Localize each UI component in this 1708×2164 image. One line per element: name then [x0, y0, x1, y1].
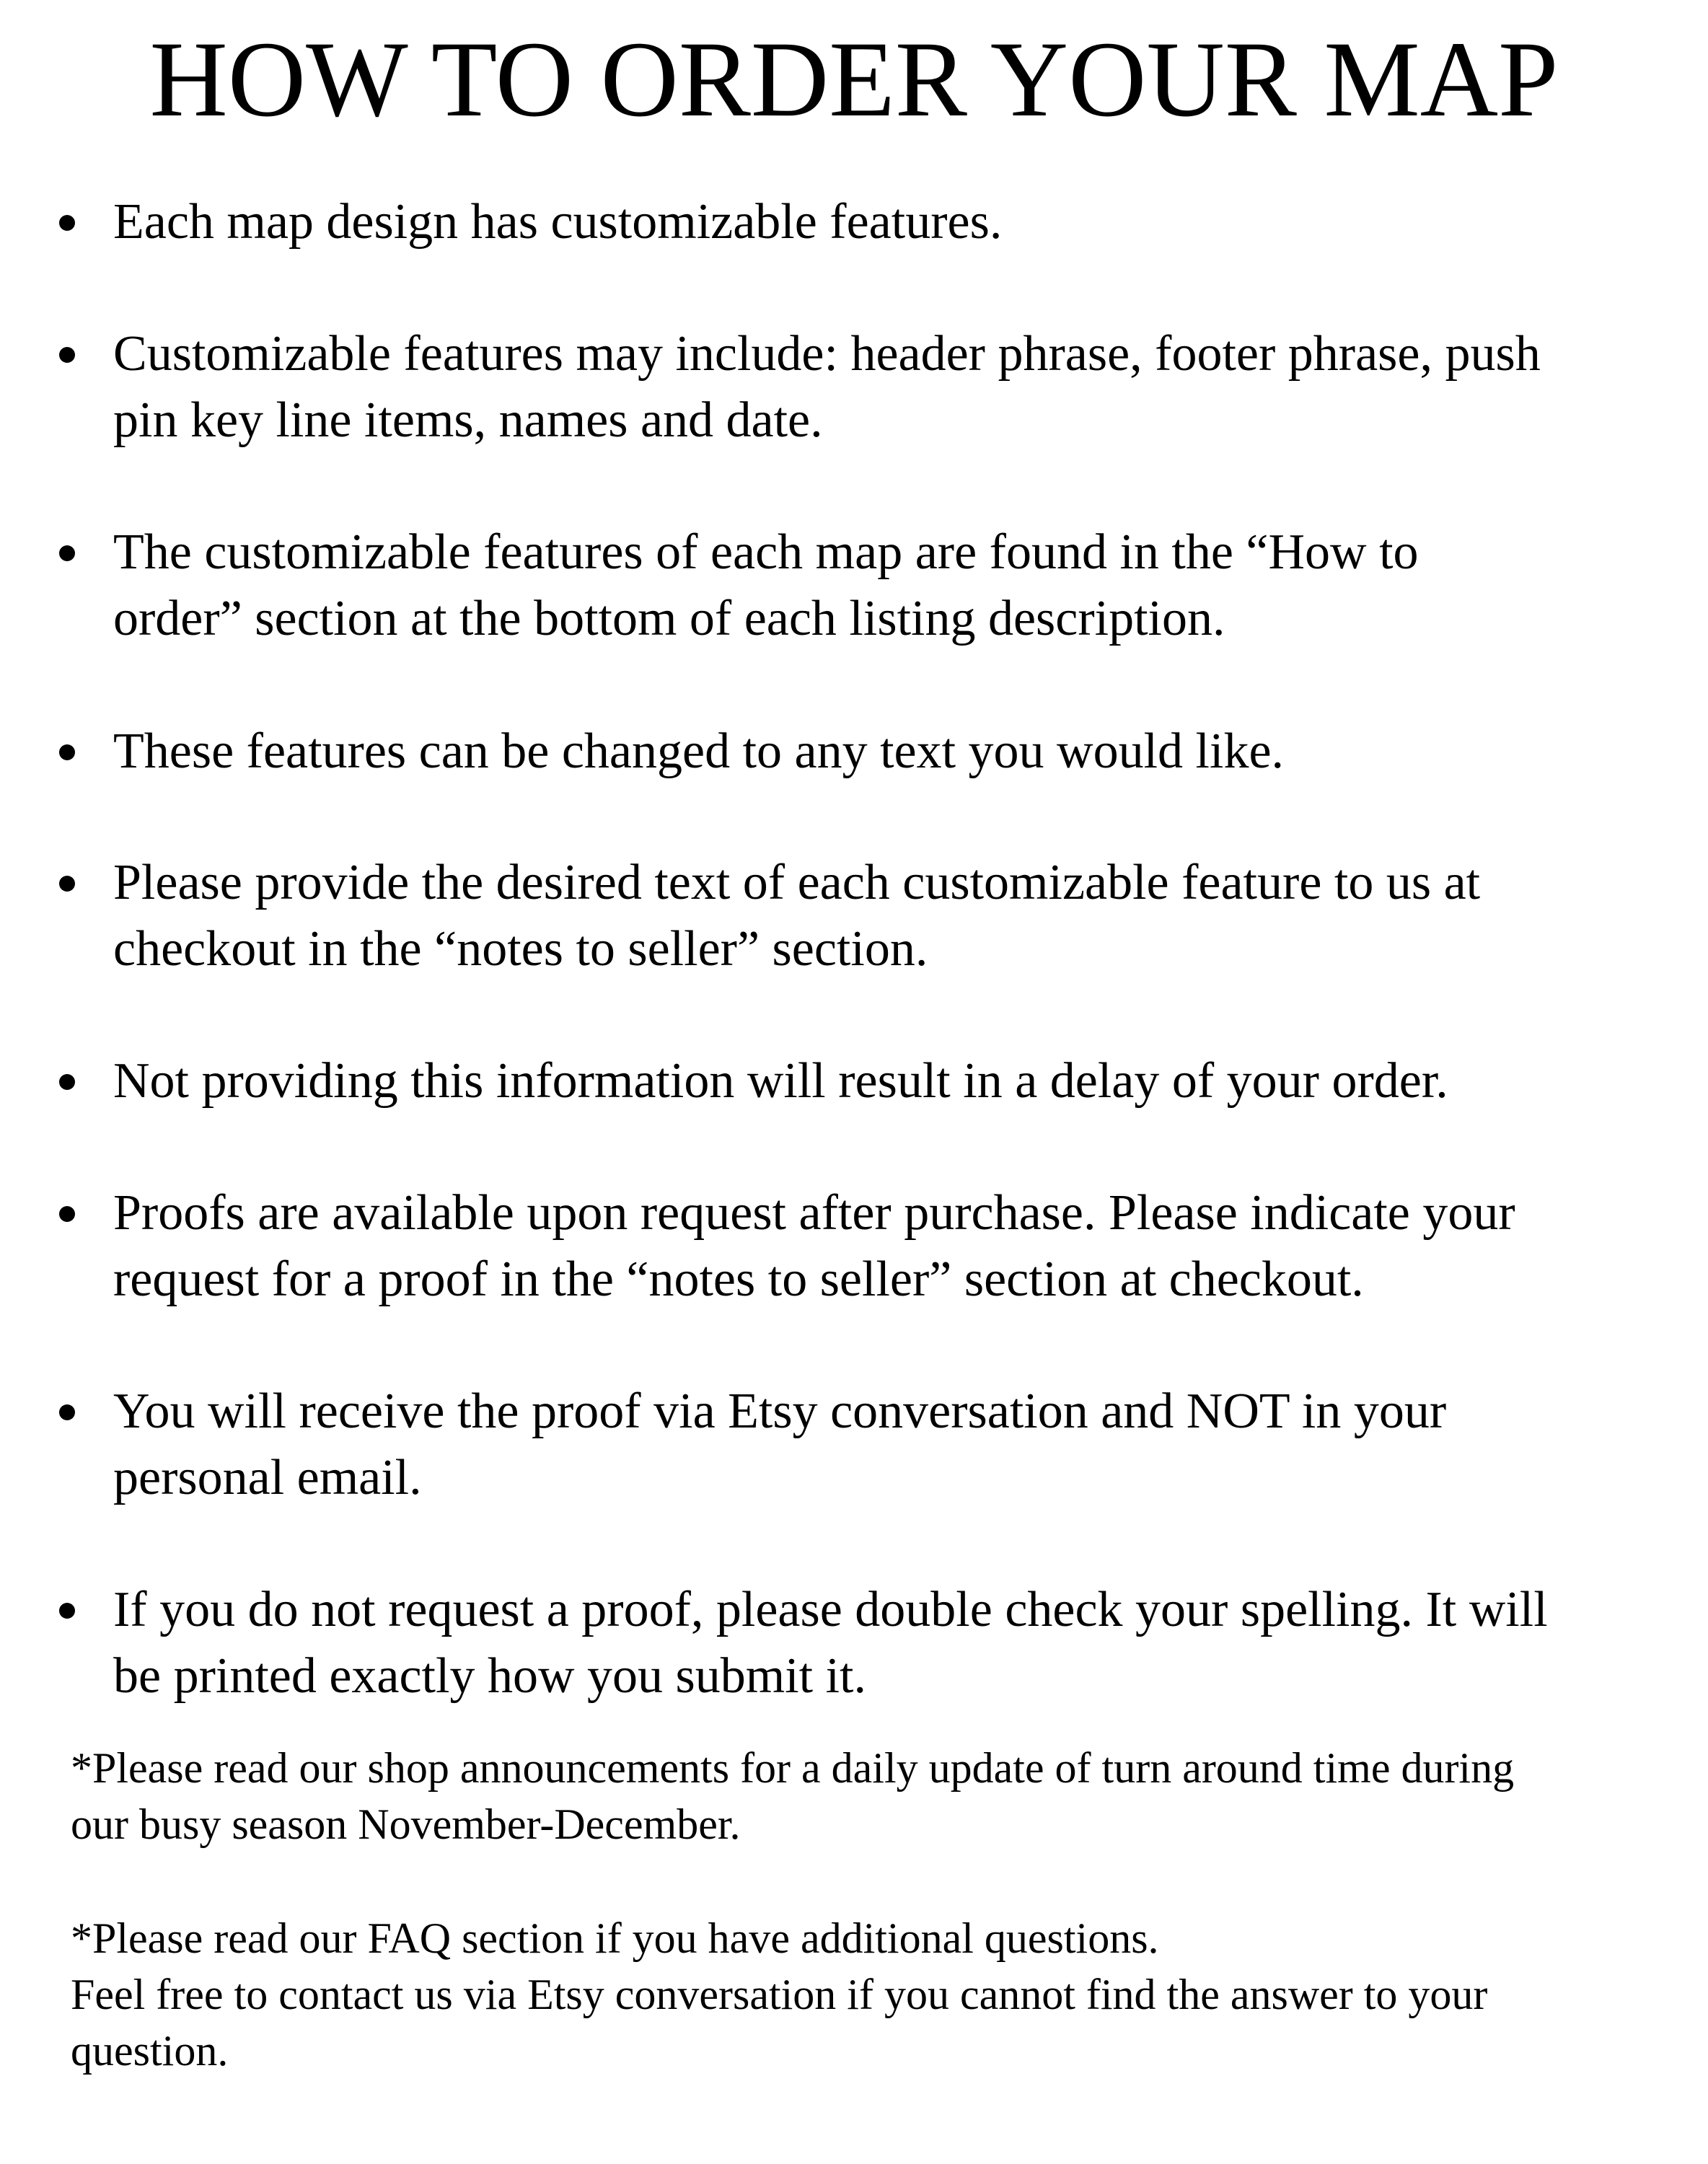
instruction-text — [113, 850, 1700, 982]
note-line: *Please read our FAQ section if you have additional questions. — [71, 1914, 1159, 1962]
note-line: *Please read our shop announcements for a daily update of turn around time during — [71, 1744, 1515, 1792]
bullet-dot — [59, 744, 75, 760]
instruction-line: order” section at the bottom of each listing description. — [113, 591, 1225, 646]
faq-note — [71, 1910, 1701, 2079]
instruction-line: Customizable features may include: header phrase, footer phrase, push — [113, 326, 1541, 382]
instruction-line: pin key line items, names and date. — [113, 392, 823, 448]
instruction-text — [113, 519, 1700, 652]
instruction-line: Proofs are available upon request after purchase. Please indicate your — [113, 1185, 1515, 1241]
bullet-dot — [59, 545, 75, 561]
instruction-line: The customizable features of each map are found in the “How to — [113, 524, 1419, 580]
instruction-line: You will receive the proof via Etsy conversation and NOT in your — [113, 1384, 1447, 1439]
instruction-line: Please provide the desired text of each customizable feature to us at — [113, 855, 1481, 910]
instruction-text — [113, 1577, 1700, 1710]
bullet-dot — [59, 1603, 75, 1619]
instruction-line: be printed exactly how you submit it. — [113, 1648, 866, 1704]
bullet-dot — [59, 215, 75, 231]
instruction-text — [113, 718, 1700, 785]
instruction-line: personal email. — [113, 1450, 422, 1505]
instruction-text — [113, 1378, 1700, 1511]
bullet-dot — [59, 1206, 75, 1222]
instruction-line: request for a proof in the “notes to seller” section at checkout. — [113, 1252, 1364, 1307]
note-line: our busy season November-December. — [71, 1800, 741, 1848]
instruction-line: Each map design has customizable features. — [113, 194, 1003, 250]
bullet-dot — [59, 347, 75, 363]
instruction-line: These features can be changed to any text you would like. — [113, 723, 1285, 779]
instruction-text — [113, 1048, 1700, 1114]
bullet-dot — [59, 1074, 75, 1090]
note-line: question. — [71, 2027, 229, 2075]
page-title: HOW TO ORDER YOUR MAP — [149, 19, 1559, 139]
instruction-text — [113, 1180, 1700, 1313]
instruction-text — [113, 189, 1700, 255]
note-line: Feel free to contact us via Etsy conversation if you cannot find the answer to your — [71, 1971, 1488, 2018]
instruction-line: Not providing this information will result in a delay of your order. — [113, 1053, 1448, 1109]
announcement-note — [71, 1740, 1701, 1852]
instruction-text — [113, 321, 1700, 454]
instruction-line: checkout in the “notes to seller” section. — [113, 921, 928, 977]
bullet-dot — [59, 876, 75, 892]
instruction-line: If you do not request a proof, please double check your spelling. It will — [113, 1582, 1548, 1637]
bullet-dot — [59, 1404, 75, 1420]
